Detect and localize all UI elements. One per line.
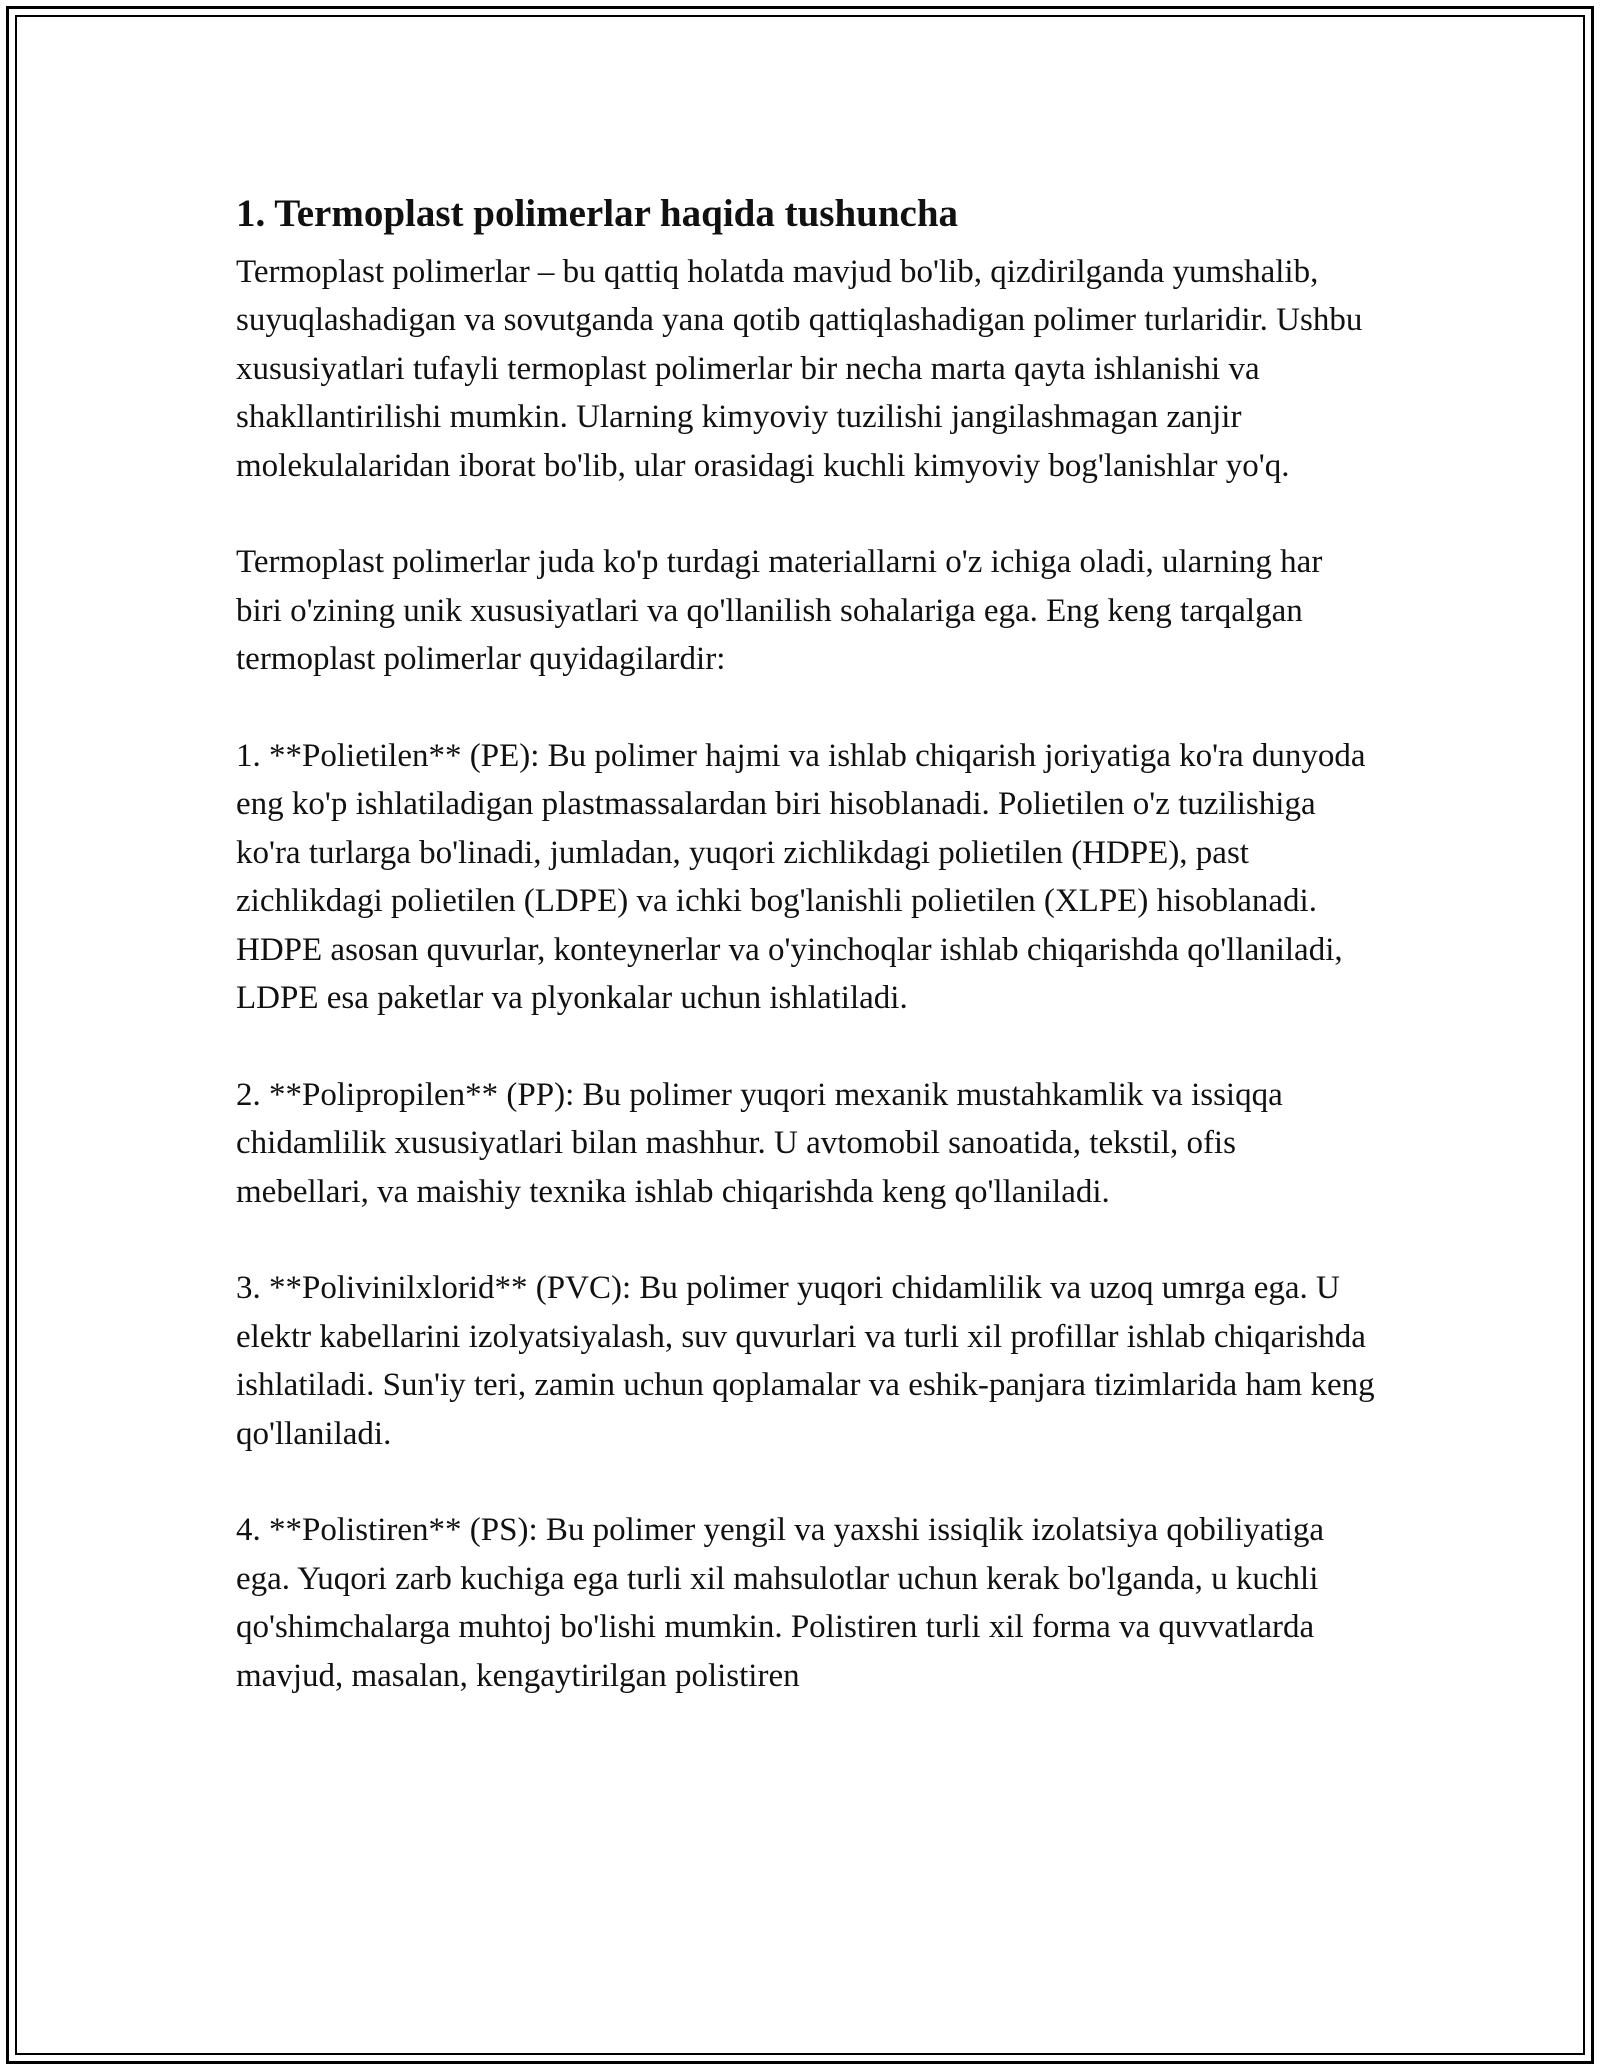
paragraph-intro: Termoplast polimerlar – bu qattiq holatda mavjud bo'lib, qizdirilganda yumshalib, suyuqlashadigan va sovutganda yana qotib qattiqlashadigan polimer turlaridir. Ushbu xususiyatlari tufayli termoplast polimerlar bir necha marta qayta ishlanishi va shakllantirilishi mumkin. Ularning kimyoviy tuzilishi jangilashmagan zanjir molekulalaridan iborat bo'lib, ular orasidagi kuchli kimyoviy bog'lanishlar yo'q. [236, 254, 1363, 484]
document-body [236, 184, 1376, 1700]
paragraph-types-overview: Termoplast polimerlar juda ko'p turdagi materiallarni o'z ichiga oladi, ularning har biri o'zining unik xususiyatlari va qo'llanilish sohalariga ega. Eng keng tarqalgan termoplast polimerlar quyidagilardir: [236, 544, 1323, 678]
paragraph-polietilen: 1. **Polietilen** (PE): Bu polimer hajmi va ishlab chiqarish joriyatiga ko'ra dunyoda eng ko'p ishlatiladigan plastmassalardan biri hisoblanadi. Polietilen o'z tuzilishiga ko'ra turlarga bo'linadi, jumladan, yuqori zichlikdagi polietilen (HDPE), past zichlikdagi polietilen (LDPE) va ichki bog'lanishli polietilen (XLPE) hisoblanadi. HDPE asosan quvurlar, konteynerlar va o'yinchoqlar ishlab chiqarishda qo'llaniladi, LDPE esa paketlar va plyonkalar uchun ishlatiladi. [236, 738, 1366, 1017]
paragraph-polistiren: 4. **Polistiren** (PS): Bu polimer yengil va yaxshi issiqlik izolatsiya qobiliyatiga ega. Yuqori zarb kuchiga ega turli xil mahsulotlar uchun kerak bo'lganda, u kuchli qo'shimchalarga muhtoj bo'lishi mumkin. Polistiren turli xil forma va quvvatlarda mavjud, masalan, kengaytirilgan polistiren [236, 1512, 1325, 1694]
paragraph-polivinilxlorid: 3. **Polivinilxlorid** (PVC): Bu polimer yuqori chidamlilik va uzoq umrga ega. U elektr kabellarini izolyatsiyalash, suv quvurlari va turli xil profillar ishlab chiqarishda ishlatiladi. Sun'iy teri, zamin uchun qoplamalar va eshik-panjara tizimlarida ham keng qo'llaniladi. [236, 1270, 1375, 1452]
paragraph-polipropilen: 2. **Polipropilen** (PP): Bu polimer yuqori mexanik mustahkamlik va issiqqa chidamlilik xususiyatlari bilan mashhur. U avtomobil sanoatida, tekstil, ofis mebellari, va maishiy texnika ishlab chiqarishda keng qo'llaniladi. [236, 1076, 1283, 1210]
section-heading: 1. Termoplast polimerlar haqida tushuncha [236, 192, 959, 235]
